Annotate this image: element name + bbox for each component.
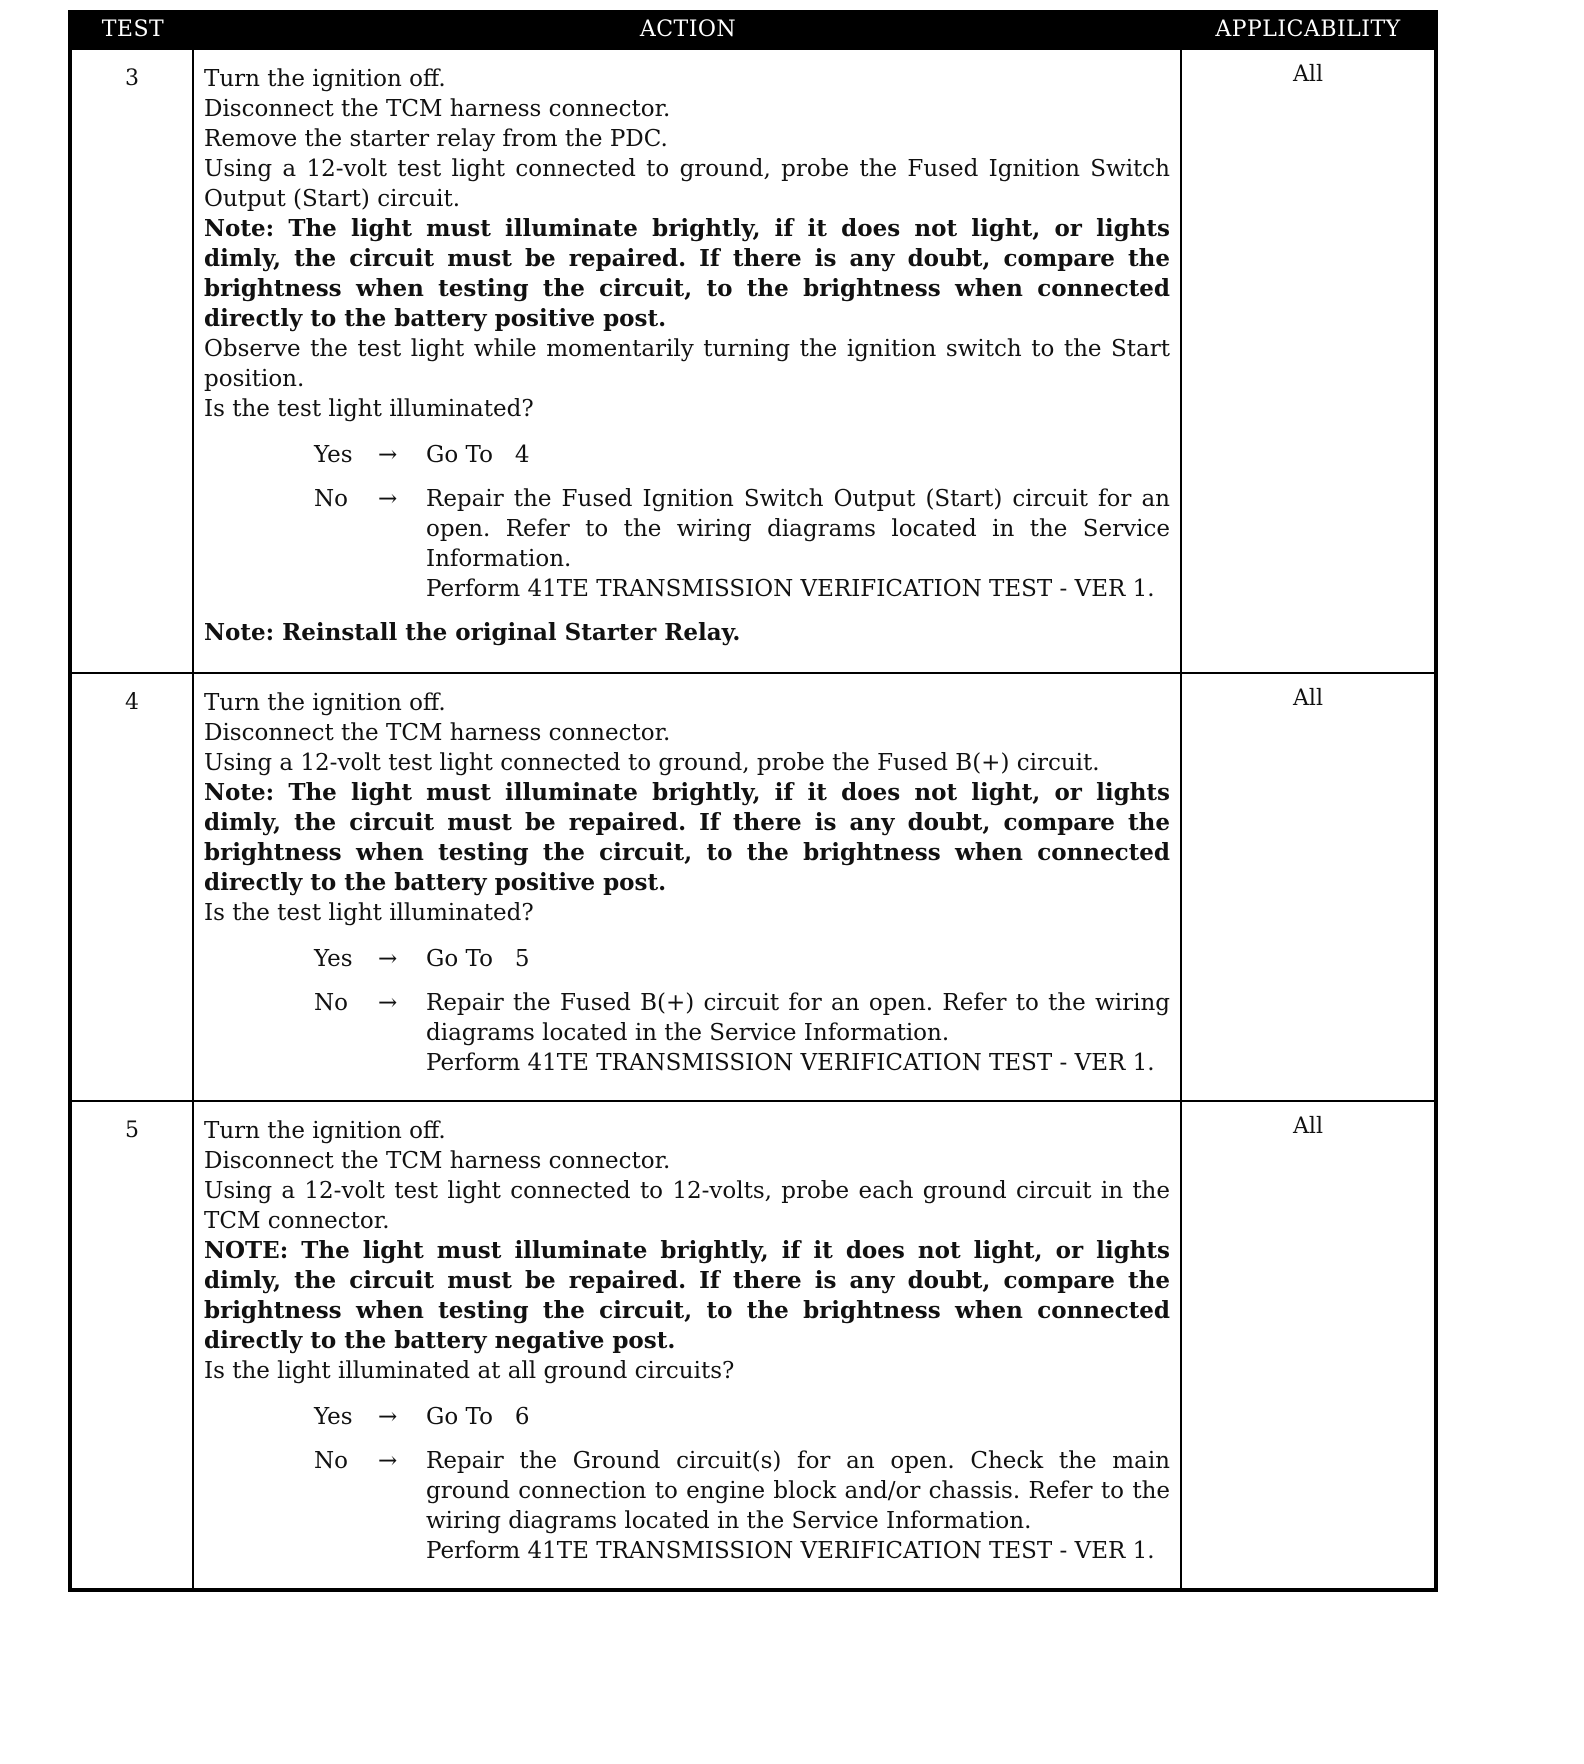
arrow-right-icon: → xyxy=(378,946,398,972)
question-line: Is the test light illuminated? xyxy=(204,900,534,926)
no-branch xyxy=(314,988,1170,1078)
yes-label: Yes xyxy=(314,1404,353,1430)
header-test: TEST xyxy=(101,16,165,42)
perform-text: Perform 41TE TRANSMISSION VERIFICATION TEST - VER 1. xyxy=(426,1050,1155,1076)
yes-label: Yes xyxy=(314,442,353,468)
action-line: Turn the ignition off. xyxy=(204,66,446,92)
footer-note: Note: Reinstall the original Starter Relay. xyxy=(204,619,741,646)
table-row-test-5 xyxy=(72,1100,1434,1588)
header-action: ACTION xyxy=(639,16,737,42)
table-row-test-3 xyxy=(72,48,1434,672)
no-label: No xyxy=(314,486,348,512)
action-line: Disconnect the TCM harness connector. xyxy=(204,1148,671,1174)
result-branches xyxy=(314,440,1170,604)
goto-text: Go To 4 xyxy=(426,442,530,468)
test-number: 4 xyxy=(72,674,194,1100)
result-branches xyxy=(314,1402,1170,1566)
action-line: Turn the ignition off. xyxy=(204,1118,446,1144)
applicability-value: All xyxy=(1293,686,1323,711)
test-number: 5 xyxy=(72,1102,194,1588)
no-label: No xyxy=(314,1448,348,1474)
action-line: Using a 12-volt test light connected to ground, probe the Fused Ignition Switch Output (Start) circuit. xyxy=(204,156,1170,212)
action-line: Turn the ignition off. xyxy=(204,690,446,716)
arrow-right-icon: → xyxy=(378,1448,398,1474)
no-label: No xyxy=(314,990,348,1016)
action-line: Disconnect the TCM harness connector. xyxy=(204,96,671,122)
arrow-right-icon: → xyxy=(378,442,398,468)
repair-text: Repair the Fused B(+) circuit for an open. Refer to the wiring diagrams located in the Service Information. xyxy=(426,990,1170,1046)
table-header xyxy=(72,10,1434,48)
header-applicability: APPLICABILITY xyxy=(1215,16,1401,42)
action-line: Disconnect the TCM harness connector. xyxy=(204,720,671,746)
question-line: Is the test light illuminated? xyxy=(204,396,534,422)
applicability-value: All xyxy=(1293,62,1323,87)
no-branch xyxy=(314,1446,1170,1566)
repair-text: Repair the Ground circuit(s) for an open. Check the main ground connection to engine block and/or chassis. Refer to the wiring diagrams located in the Service Information. xyxy=(426,1448,1170,1534)
goto-text: Go To 6 xyxy=(426,1404,530,1430)
action-line: Using a 12-volt test light connected to ground, probe the Fused B(+) circuit. xyxy=(204,750,1100,776)
caution-note: Note: The light must illuminate brightly, if it does not light, or lights dimly, the circuit must be repaired. If there is any doubt, compare the brightness when testing the circuit, to the brightness when connected directly to the battery positive post. xyxy=(204,215,1170,332)
yes-branch xyxy=(314,440,1170,470)
repair-text: Repair the Fused Ignition Switch Output (Start) circuit for an open. Refer to the wiring diagrams located in the Service Information. xyxy=(426,486,1170,572)
yes-branch xyxy=(314,944,1170,974)
arrow-right-icon: → xyxy=(378,486,398,512)
perform-text: Perform 41TE TRANSMISSION VERIFICATION TEST - VER 1. xyxy=(426,1538,1155,1564)
action-line: Observe the test light while momentarily turning the ignition switch to the Start position. xyxy=(204,336,1170,392)
yes-branch xyxy=(314,1402,1170,1432)
action-line: Using a 12-volt test light connected to 12-volts, probe each ground circuit in the TCM connector. xyxy=(204,1178,1170,1234)
result-branches xyxy=(314,944,1170,1078)
yes-label: Yes xyxy=(314,946,353,972)
applicability-value: All xyxy=(1293,1114,1323,1139)
arrow-right-icon: → xyxy=(378,990,398,1016)
caution-note: Note: The light must illuminate brightly, if it does not light, or lights dimly, the circuit must be repaired. If there is any doubt, compare the brightness when testing the circuit, to the brightness when connected directly to the battery positive post. xyxy=(204,779,1170,896)
diagnostic-test-table xyxy=(68,10,1438,1592)
action-cell xyxy=(194,1102,1182,1588)
caution-note: NOTE: The light must illuminate brightly, if it does not light, or lights dimly, the circuit must be repaired. If there is any doubt, compare the brightness when testing the circuit, to the brightness when connected directly to the battery negative post. xyxy=(204,1237,1170,1354)
arrow-right-icon: → xyxy=(378,1404,398,1430)
action-cell xyxy=(194,50,1182,672)
test-number: 3 xyxy=(72,50,194,672)
goto-text: Go To 5 xyxy=(426,946,530,972)
perform-text: Perform 41TE TRANSMISSION VERIFICATION TEST - VER 1. xyxy=(426,576,1155,602)
table-row-test-4 xyxy=(72,672,1434,1100)
action-line: Remove the starter relay from the PDC. xyxy=(204,126,668,152)
question-line: Is the light illuminated at all ground circuits? xyxy=(204,1358,735,1384)
action-cell xyxy=(194,674,1182,1100)
no-branch xyxy=(314,484,1170,604)
